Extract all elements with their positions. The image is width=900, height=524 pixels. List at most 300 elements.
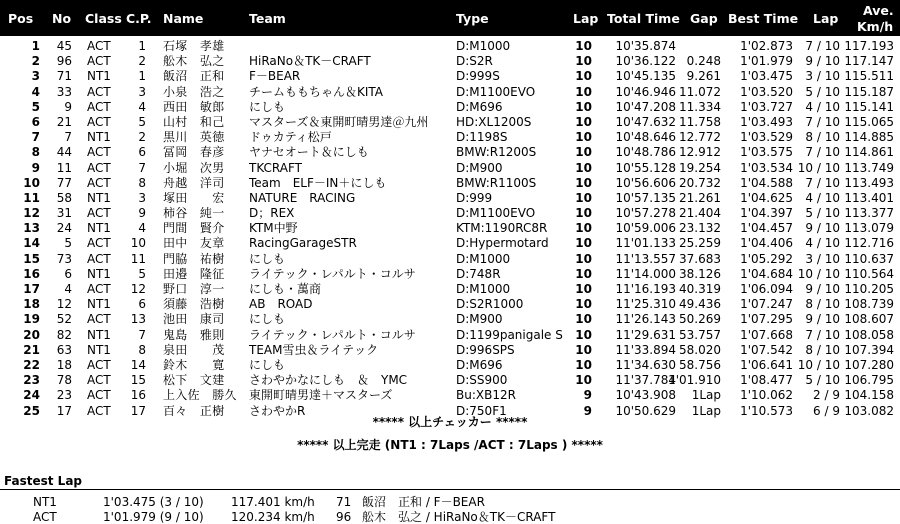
cell-cls: NT1 bbox=[87, 190, 111, 205]
cell-ave: 104.158 bbox=[844, 388, 894, 403]
cell-ave: 115.187 bbox=[844, 84, 894, 99]
cell-lap: 10 bbox=[575, 190, 592, 205]
header-no: No bbox=[52, 11, 72, 26]
cell-cls: ACT bbox=[87, 206, 111, 221]
cell-cls: ACT bbox=[87, 357, 111, 372]
cell-team: にしも・萬商 bbox=[249, 282, 322, 296]
cell-gap: 40.319 bbox=[679, 282, 721, 296]
cell-ave: 117.147 bbox=[844, 54, 894, 69]
cell-pos: 18 bbox=[23, 297, 40, 312]
cell-total: 11'33.894 bbox=[615, 342, 676, 357]
cell-name: 田邉 隆征 bbox=[163, 266, 225, 281]
header-cp: C.P. bbox=[126, 11, 152, 26]
cell-type: D:Hypermotard bbox=[456, 236, 549, 251]
cell-total: 10'56.606 bbox=[615, 175, 676, 190]
cell-ave: 113.079 bbox=[844, 221, 894, 236]
table-row bbox=[0, 328, 900, 343]
cell-cp: 5 bbox=[138, 114, 146, 129]
fastest-lap-speed: 120.234 km/h bbox=[231, 510, 315, 524]
cell-type: D:M1000 bbox=[456, 282, 511, 296]
table-row bbox=[0, 145, 900, 160]
cell-pos: 2 bbox=[31, 54, 40, 69]
cell-total: 10'59.006 bbox=[615, 221, 676, 236]
fastest-lap-time: 1'01.979 (9 / 10) bbox=[103, 510, 204, 524]
cell-blap: 10 / 10 bbox=[797, 160, 840, 175]
cell-total: 11'34.630 bbox=[615, 357, 676, 372]
cell-gap: 11.758 bbox=[679, 114, 721, 129]
cell-no: 96 bbox=[56, 54, 72, 69]
cell-cls: ACT bbox=[87, 251, 111, 266]
cell-pos: 17 bbox=[23, 282, 40, 296]
cell-lap: 10 bbox=[575, 54, 592, 69]
cell-cp: 9 bbox=[138, 206, 146, 221]
table-row bbox=[0, 221, 900, 236]
cell-gap: 38.126 bbox=[679, 266, 721, 281]
cell-cp: 13 bbox=[130, 312, 146, 327]
cell-total: 10'43.908 bbox=[615, 388, 676, 403]
cell-pos: 8 bbox=[31, 145, 40, 160]
cell-cls: ACT bbox=[87, 282, 111, 296]
table-row bbox=[0, 115, 900, 130]
cell-cls: NT1 bbox=[87, 221, 111, 236]
cell-type: HD:XL1200S bbox=[456, 114, 532, 129]
cell-no: 6 bbox=[64, 266, 72, 281]
cell-blap: 7 / 10 bbox=[805, 145, 840, 160]
cell-type: D:M1100EVO bbox=[456, 206, 536, 221]
fastest-lap-no: 96 bbox=[336, 510, 352, 524]
cell-name: 西田 敏郎 bbox=[163, 99, 225, 114]
cell-cp: 14 bbox=[130, 357, 146, 372]
cell-total: 10'57.135 bbox=[615, 190, 676, 205]
cell-lap: 10 bbox=[575, 373, 592, 388]
cell-name: 野口 淳一 bbox=[163, 282, 225, 296]
table-row bbox=[0, 191, 900, 206]
table-row bbox=[0, 130, 900, 145]
cell-cls: ACT bbox=[87, 175, 111, 190]
fastest-lap-table bbox=[0, 495, 900, 524]
cell-cls: ACT bbox=[87, 236, 111, 251]
cell-ave: 108.058 bbox=[844, 327, 894, 342]
cell-cp: 5 bbox=[138, 266, 146, 281]
cell-type: D:1198S bbox=[456, 130, 508, 145]
cell-blap: 2 / 9 bbox=[813, 388, 840, 403]
cell-name: 舟越 洋司 bbox=[163, 175, 225, 190]
cell-pos: 19 bbox=[23, 312, 40, 327]
cell-team: F－BEAR bbox=[249, 69, 301, 84]
cell-type: Bu:XB12R bbox=[456, 388, 516, 403]
cell-type: D:M696 bbox=[456, 99, 503, 114]
cell-blap: 4 / 10 bbox=[805, 190, 840, 205]
table-row bbox=[0, 100, 900, 115]
header-pos: Pos bbox=[8, 11, 34, 26]
cell-type: BMW:R1100S bbox=[456, 175, 537, 190]
cell-blap: 9 / 10 bbox=[805, 282, 840, 296]
cell-no: 23 bbox=[56, 388, 72, 403]
cell-cp: 6 bbox=[138, 297, 146, 312]
cell-type: D:SS900 bbox=[456, 373, 508, 388]
cell-best: 1'04.406 bbox=[740, 236, 793, 251]
cell-no: 12 bbox=[56, 297, 72, 312]
cell-team: TEAM雪虫＆ライテック bbox=[249, 342, 379, 357]
cell-ave: 114.885 bbox=[844, 130, 894, 145]
cell-total: 10'46.946 bbox=[615, 84, 676, 99]
table-row bbox=[0, 69, 900, 84]
cell-blap: 9 / 10 bbox=[805, 221, 840, 236]
cell-team: にしも bbox=[249, 99, 286, 114]
cell-no: 78 bbox=[56, 373, 72, 388]
cell-no: 24 bbox=[56, 221, 72, 236]
cell-ave: 106.795 bbox=[844, 373, 894, 388]
cell-total: 11'16.193 bbox=[615, 282, 676, 296]
finish-note: ***** 以上完走 (NT1 : 7Laps /ACT : 7Laps ) ***** bbox=[297, 438, 603, 452]
fastest-lap-divider bbox=[0, 489, 900, 490]
cell-ave: 113.493 bbox=[844, 175, 894, 190]
cell-type: D:S2R1000 bbox=[456, 297, 524, 312]
cell-ave: 108.607 bbox=[844, 312, 894, 327]
cell-pos: 12 bbox=[23, 206, 40, 221]
cell-cp: 11 bbox=[130, 251, 146, 266]
cell-no: 9 bbox=[64, 99, 72, 114]
cell-pos: 24 bbox=[23, 388, 40, 403]
cell-ave: 115.141 bbox=[844, 99, 894, 114]
cell-cls: ACT bbox=[87, 403, 111, 418]
cell-cp: 15 bbox=[130, 373, 146, 388]
cell-total: 11'26.143 bbox=[615, 312, 676, 327]
cell-team: ヤナセオート＆にしも bbox=[249, 145, 369, 160]
cell-blap: 7 / 10 bbox=[805, 175, 840, 190]
cell-blap: 4 / 10 bbox=[805, 236, 840, 251]
cell-gap: 1'01.910 bbox=[668, 373, 721, 388]
cell-best: 1'01.979 bbox=[740, 54, 793, 69]
cell-cp: 4 bbox=[138, 99, 146, 114]
cell-no: 7 bbox=[64, 130, 72, 145]
cell-team: TKCRAFT bbox=[249, 160, 303, 175]
cell-cls: NT1 bbox=[87, 342, 111, 357]
cell-total: 11'25.310 bbox=[615, 297, 676, 312]
cell-lap: 9 bbox=[583, 388, 592, 403]
cell-cls: ACT bbox=[87, 84, 111, 99]
cell-gap: 11.334 bbox=[679, 99, 721, 114]
cell-name: 鬼島 雅則 bbox=[163, 327, 225, 342]
cell-blap: 7 / 10 bbox=[805, 114, 840, 129]
header-class: Class bbox=[85, 11, 122, 26]
table-row bbox=[0, 373, 900, 388]
cell-gap: 12.772 bbox=[679, 130, 721, 145]
cell-best: 1'03.534 bbox=[740, 160, 793, 175]
cell-pos: 16 bbox=[23, 266, 40, 281]
cell-best: 1'08.477 bbox=[740, 373, 793, 388]
cell-team: RacingGarageSTR bbox=[249, 236, 357, 251]
cell-blap: 4 / 10 bbox=[805, 99, 840, 114]
cell-blap: 5 / 10 bbox=[805, 206, 840, 221]
cell-ave: 115.065 bbox=[844, 114, 894, 129]
cell-cp: 17 bbox=[130, 403, 146, 418]
cell-cp: 2 bbox=[138, 130, 146, 145]
cell-pos: 5 bbox=[31, 99, 40, 114]
cell-best: 1'03.727 bbox=[740, 99, 793, 114]
cell-type: D:M696 bbox=[456, 357, 503, 372]
cell-ave: 113.377 bbox=[844, 206, 894, 221]
cell-total: 10'35.874 bbox=[615, 39, 676, 53]
cell-best: 1'05.292 bbox=[740, 251, 793, 266]
cell-no: 52 bbox=[56, 312, 72, 327]
cell-lap: 10 bbox=[575, 84, 592, 99]
cell-team: NATURE RACING bbox=[249, 190, 356, 205]
cell-type: D:999 bbox=[456, 190, 493, 205]
cell-pos: 3 bbox=[31, 69, 40, 84]
cell-team: HiRaNo＆TK－CRAFT bbox=[249, 54, 371, 69]
table-row bbox=[0, 267, 900, 282]
cell-lap: 10 bbox=[575, 236, 592, 251]
cell-pos: 1 bbox=[31, 39, 40, 53]
cell-best: 1'06.641 bbox=[740, 357, 793, 372]
cell-pos: 11 bbox=[23, 190, 40, 205]
cell-best: 1'04.397 bbox=[740, 206, 793, 221]
header-team: Team bbox=[249, 11, 286, 26]
results-table bbox=[0, 39, 900, 419]
cell-cls: ACT bbox=[87, 160, 111, 175]
cell-gap: 21.404 bbox=[679, 206, 721, 221]
fastest-lap-time: 1'03.475 (3 / 10) bbox=[103, 495, 204, 509]
cell-type: D:M900 bbox=[456, 312, 503, 327]
cell-name: 門脇 祐樹 bbox=[163, 251, 225, 266]
fastest-lap-cls: ACT bbox=[33, 510, 57, 524]
cell-best: 1'06.094 bbox=[740, 282, 793, 296]
cell-type: D:M1100EVO bbox=[456, 84, 536, 99]
cell-best: 1'03.529 bbox=[740, 130, 793, 145]
cell-pos: 13 bbox=[23, 221, 40, 236]
cell-ave: 113.401 bbox=[844, 190, 894, 205]
cell-type: D:M900 bbox=[456, 160, 503, 175]
table-row bbox=[0, 206, 900, 221]
cell-lap: 10 bbox=[575, 342, 592, 357]
cell-no: 5 bbox=[64, 236, 72, 251]
cell-type: D:M1000 bbox=[456, 39, 511, 53]
cell-type: KTM:1190RC8R bbox=[456, 221, 548, 236]
header-gap: Gap bbox=[690, 11, 718, 26]
cell-team: さわやかR bbox=[249, 403, 306, 418]
cell-gap: 25.259 bbox=[679, 236, 721, 251]
cell-cls: NT1 bbox=[87, 69, 111, 84]
cell-best: 1'07.542 bbox=[740, 342, 793, 357]
cell-name: 黒川 英徳 bbox=[163, 130, 225, 145]
cell-pos: 23 bbox=[23, 373, 40, 388]
cell-gap: 0.248 bbox=[686, 54, 721, 69]
fastest-lap-title: Fastest Lap bbox=[4, 474, 82, 488]
cell-gap: 12.912 bbox=[679, 145, 721, 160]
cell-blap: 8 / 10 bbox=[805, 342, 840, 357]
cell-total: 11'01.133 bbox=[615, 236, 676, 251]
cell-cp: 1 bbox=[138, 69, 146, 84]
cell-total: 11'37.784 bbox=[615, 373, 676, 388]
cell-type: D:750F1 bbox=[456, 403, 507, 418]
cell-team: KTM中野 bbox=[249, 221, 298, 236]
cell-no: 17 bbox=[56, 403, 72, 418]
cell-best: 1'03.493 bbox=[740, 114, 793, 129]
cell-blap: 9 / 10 bbox=[805, 312, 840, 327]
cell-total: 10'57.278 bbox=[615, 206, 676, 221]
cell-type: D:S2R bbox=[456, 54, 493, 69]
cell-team: にしも bbox=[249, 357, 286, 372]
cell-gap: 58.756 bbox=[679, 357, 721, 372]
cell-lap: 10 bbox=[575, 175, 592, 190]
cell-best: 1'07.295 bbox=[740, 312, 793, 327]
cell-cp: 10 bbox=[130, 236, 146, 251]
cell-no: 33 bbox=[56, 84, 72, 99]
fastest-lap-driver: 舩木 弘之 / HiRaNo＆TK－CRAFT bbox=[362, 510, 556, 524]
header-ave-line1: Ave. bbox=[863, 3, 894, 18]
cell-pos: 4 bbox=[31, 84, 40, 99]
table-row bbox=[0, 312, 900, 327]
cell-no: 71 bbox=[56, 69, 72, 84]
cell-team: D；REX bbox=[249, 206, 295, 221]
table-row bbox=[0, 236, 900, 251]
cell-name: 百々 正樹 bbox=[163, 403, 225, 418]
cell-no: 77 bbox=[56, 175, 72, 190]
table-row bbox=[0, 343, 900, 358]
cell-best: 1'03.475 bbox=[740, 69, 793, 84]
cell-blap: 7 / 10 bbox=[805, 327, 840, 342]
table-row bbox=[0, 85, 900, 100]
cell-team: チームももちゃん＆KITA bbox=[249, 84, 384, 99]
cell-name: 柿谷 純一 bbox=[163, 206, 225, 221]
cell-no: 31 bbox=[56, 206, 72, 221]
cell-cls: NT1 bbox=[87, 297, 111, 312]
cell-total: 10'50.629 bbox=[615, 403, 676, 418]
table-row bbox=[0, 297, 900, 312]
cell-blap: 8 / 10 bbox=[805, 130, 840, 145]
cell-name: 田中 友章 bbox=[163, 236, 225, 251]
cell-lap: 10 bbox=[575, 297, 592, 312]
cell-no: 18 bbox=[56, 357, 72, 372]
cell-team: にしも bbox=[249, 251, 286, 266]
cell-name: 上入佐 勝久 bbox=[163, 388, 237, 403]
cell-cp: 7 bbox=[138, 160, 146, 175]
checker-note: ***** 以上チェッカー ***** bbox=[372, 415, 528, 429]
cell-best: 1'04.588 bbox=[740, 175, 793, 190]
cell-best: 1'04.625 bbox=[740, 190, 793, 205]
cell-lap: 10 bbox=[575, 327, 592, 342]
cell-ave: 117.193 bbox=[844, 39, 894, 53]
cell-total: 10'47.208 bbox=[615, 99, 676, 114]
cell-cp: 3 bbox=[138, 190, 146, 205]
cell-pos: 22 bbox=[23, 357, 40, 372]
table-row bbox=[0, 388, 900, 403]
cell-gap: 1Lap bbox=[691, 388, 721, 403]
cell-type: D:1199panigale S bbox=[456, 327, 563, 342]
cell-type: D:M1000 bbox=[456, 251, 511, 266]
cell-total: 10'48.646 bbox=[615, 130, 676, 145]
cell-blap: 3 / 10 bbox=[805, 69, 840, 84]
cell-best: 1'10.573 bbox=[740, 403, 793, 418]
cell-name: 冨岡 春彦 bbox=[163, 145, 225, 160]
header-type: Type bbox=[456, 11, 489, 26]
cell-cls: ACT bbox=[87, 39, 111, 53]
cell-gap: 9.261 bbox=[686, 69, 721, 84]
cell-lap: 10 bbox=[575, 221, 592, 236]
cell-pos: 20 bbox=[23, 327, 40, 342]
cell-no: 4 bbox=[64, 282, 72, 296]
cell-cp: 1 bbox=[138, 39, 146, 53]
cell-no: 73 bbox=[56, 251, 72, 266]
header-lap: Lap bbox=[573, 11, 599, 26]
cell-type: D:748R bbox=[456, 266, 501, 281]
cell-best: 1'04.684 bbox=[740, 266, 793, 281]
cell-ave: 112.716 bbox=[844, 236, 894, 251]
cell-ave: 114.861 bbox=[844, 145, 894, 160]
cell-name: 小泉 浩之 bbox=[163, 84, 225, 99]
cell-lap: 10 bbox=[575, 160, 592, 175]
cell-lap: 10 bbox=[575, 206, 592, 221]
cell-total: 10'36.122 bbox=[615, 54, 676, 69]
results-header bbox=[0, 0, 900, 36]
cell-cp: 8 bbox=[138, 342, 146, 357]
table-row bbox=[0, 161, 900, 176]
cell-cp: 12 bbox=[130, 282, 146, 296]
cell-gap: 58.020 bbox=[679, 342, 721, 357]
cell-no: 21 bbox=[56, 114, 72, 129]
cell-pos: 6 bbox=[31, 114, 40, 129]
table-row bbox=[0, 282, 900, 297]
cell-pos: 25 bbox=[23, 403, 40, 418]
cell-ave: 110.205 bbox=[844, 282, 894, 296]
cell-blap: 10 / 10 bbox=[797, 266, 840, 281]
cell-type: D:996SPS bbox=[456, 342, 515, 357]
cell-team: 東開町晴男達＋マスターズ bbox=[249, 388, 393, 403]
cell-cls: ACT bbox=[87, 54, 111, 69]
cell-cls: NT1 bbox=[87, 266, 111, 281]
cell-name: 松下 文建 bbox=[163, 373, 225, 388]
fastest-lap-cls: NT1 bbox=[33, 495, 57, 509]
cell-type: D:999S bbox=[456, 69, 500, 84]
table-row bbox=[0, 358, 900, 373]
cell-total: 10'47.632 bbox=[615, 114, 676, 129]
cell-name: 門間 賢介 bbox=[163, 221, 225, 236]
cell-gap: 53.757 bbox=[679, 327, 721, 342]
cell-name: 舩木 弘之 bbox=[163, 54, 225, 69]
cell-best: 1'02.873 bbox=[740, 39, 793, 53]
header-best-lap: Lap bbox=[813, 11, 839, 26]
cell-no: 58 bbox=[56, 190, 72, 205]
cell-total: 11'13.557 bbox=[615, 251, 676, 266]
cell-total: 10'48.786 bbox=[615, 145, 676, 160]
cell-lap: 10 bbox=[575, 251, 592, 266]
cell-ave: 110.564 bbox=[844, 266, 894, 281]
cell-pos: 21 bbox=[23, 342, 40, 357]
cell-lap: 10 bbox=[575, 114, 592, 129]
cell-type: BMW:R1200S bbox=[456, 145, 537, 160]
cell-lap: 10 bbox=[575, 69, 592, 84]
cell-blap: 9 / 10 bbox=[805, 54, 840, 69]
cell-name: 鈴木 寛 bbox=[163, 357, 225, 372]
cell-name: 塚田 宏 bbox=[163, 190, 225, 205]
cell-cls: NT1 bbox=[87, 130, 111, 145]
cell-lap: 10 bbox=[575, 266, 592, 281]
fastest-lap-row bbox=[0, 510, 900, 524]
cell-team: AB ROAD bbox=[249, 297, 313, 312]
cell-ave: 110.637 bbox=[844, 251, 894, 266]
cell-lap: 10 bbox=[575, 312, 592, 327]
header-total-time: Total Time bbox=[607, 11, 680, 26]
cell-best: 1'07.247 bbox=[740, 297, 793, 312]
cell-lap: 10 bbox=[575, 39, 592, 53]
cell-cp: 2 bbox=[138, 54, 146, 69]
table-row bbox=[0, 54, 900, 69]
cell-gap: 23.132 bbox=[679, 221, 721, 236]
cell-total: 11'29.631 bbox=[615, 327, 676, 342]
cell-blap: 10 / 10 bbox=[797, 357, 840, 372]
cell-cls: ACT bbox=[87, 388, 111, 403]
